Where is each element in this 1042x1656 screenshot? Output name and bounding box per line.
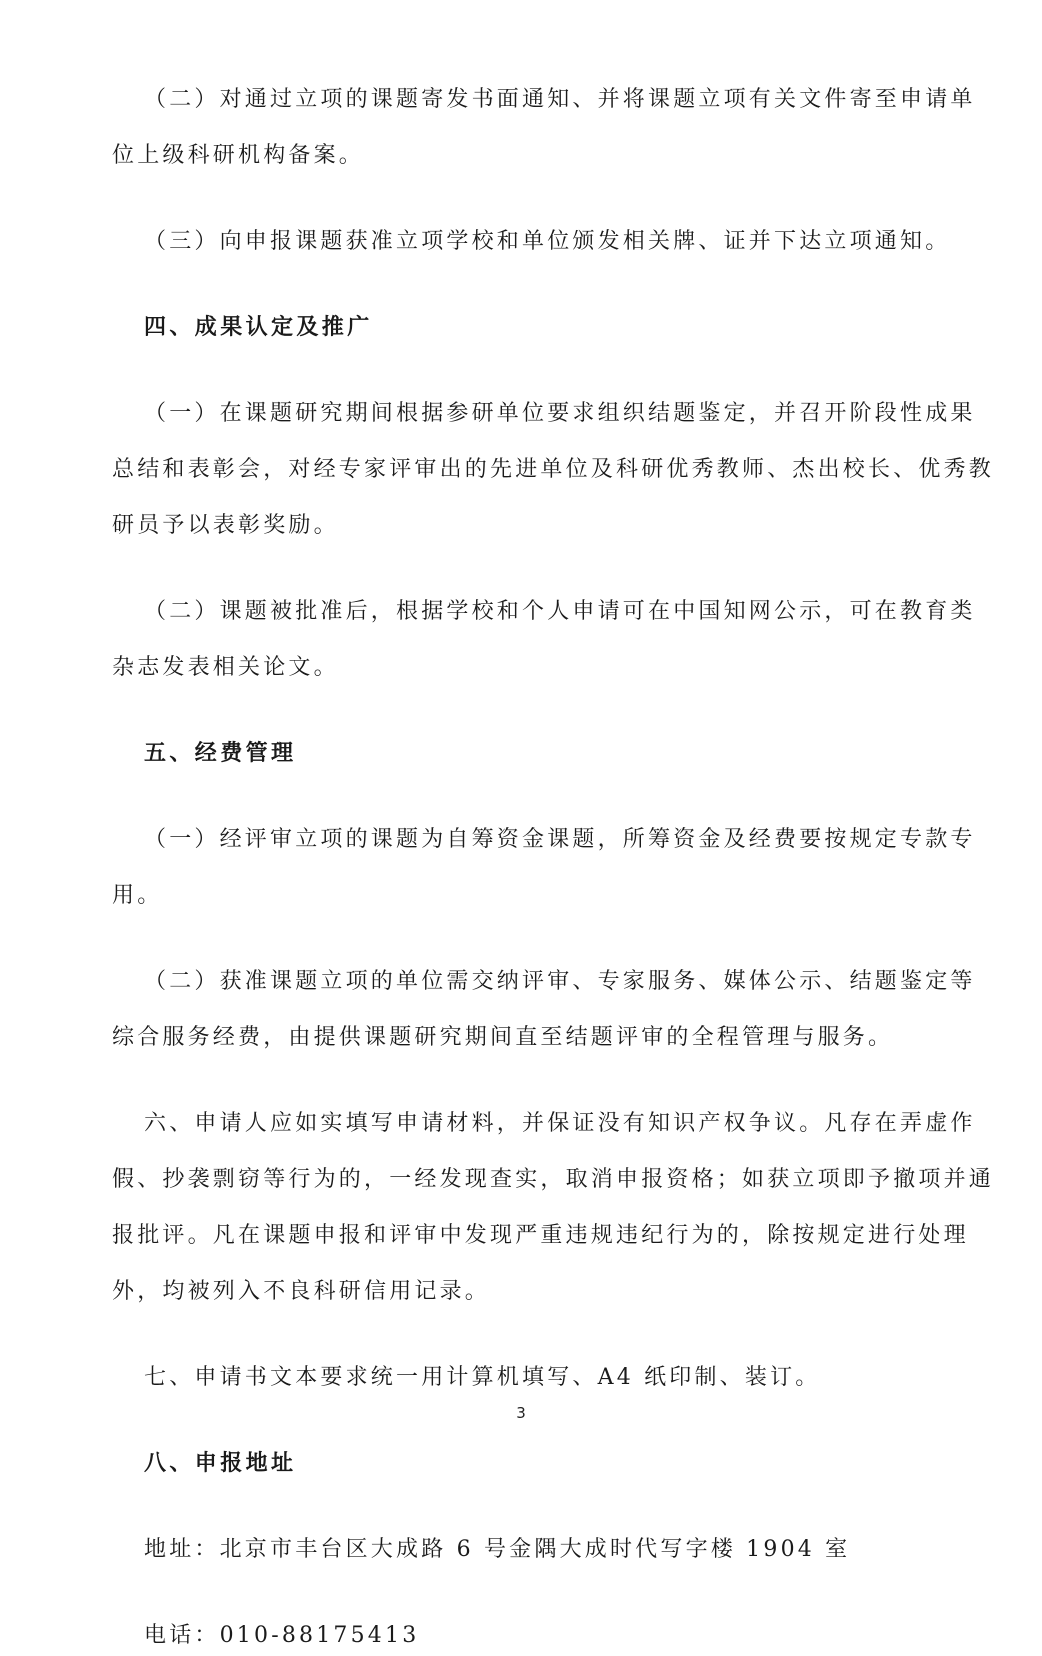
text-line: 外，均被列入不良科研信用记录。 [112, 1279, 491, 1304]
text-line: 总结和表彰会，对经专家评审出的先进单位及科研优秀教师、杰出校长、优秀教 [112, 457, 995, 482]
text-line: （二）对通过立项的课题寄发书面通知、并将课题立项有关文件寄至申请单 [144, 87, 976, 112]
text-line: 用。 [112, 883, 163, 908]
text-line: 六、申请人应如实填写申请材料，并保证没有知识产权争议。凡存在弄虚作 [144, 1111, 976, 1136]
text-line: （二）获准课题立项的单位需交纳评审、专家服务、媒体公示、结题鉴定等 [144, 969, 976, 994]
text-line: （一）经评审立项的课题为自筹资金课题，所筹资金及经费要按规定专款专 [144, 827, 976, 852]
text-line: 杂志发表相关论文。 [112, 655, 339, 680]
text-line: 位上级科研机构备案。 [112, 143, 365, 168]
text-line: 电话：010-88175413 [144, 1623, 420, 1648]
text-line: （三）向申报课题获准立项学校和单位颁发相关牌、证并下达立项通知。 [144, 229, 951, 254]
text-line: 报批评。凡在课题申报和评审中发现严重违规违纪行为的，除按规定进行处理 [112, 1223, 969, 1248]
text-line: 研员予以表彰奖励。 [112, 513, 339, 538]
text-line: 综合服务经费，由提供课题研究期间直至结题评审的全程管理与服务。 [112, 1025, 894, 1050]
text-line: （一）在课题研究期间根据参研单位要求组织结题鉴定，并召开阶段性成果 [144, 401, 976, 426]
text-line: 七、申请书文本要求统一用计算机填写、A4 纸印制、装订。 [144, 1365, 821, 1390]
text-line: 四、成果认定及推广 [144, 315, 373, 340]
text-line: 地址：北京市丰台区大成路 6 号金隅大成时代写字楼 1904 室 [144, 1537, 851, 1562]
text-line: 假、抄袭剽窃等行为的，一经发现查实，取消申报资格；如获立项即予撤项并通 [112, 1167, 995, 1192]
page-number: 3 [516, 1404, 526, 1422]
text-line: 八、申报地址 [144, 1451, 297, 1476]
text-line: （二）课题被批准后，根据学校和个人申请可在中国知网公示，可在教育类 [144, 599, 976, 624]
text-line: 五、经费管理 [144, 741, 297, 766]
